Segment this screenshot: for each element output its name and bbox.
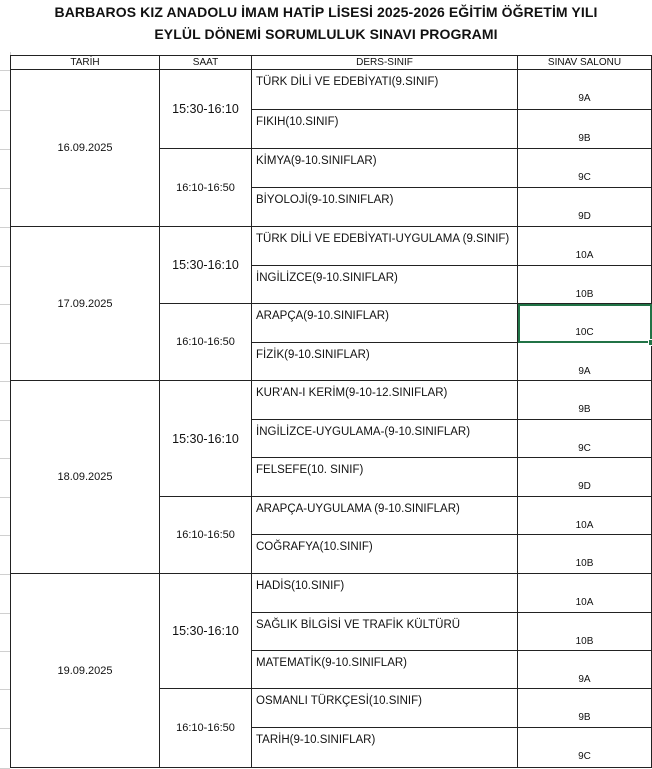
exam-room-cell[interactable]: 9B — [518, 689, 652, 728]
exam-room-cell[interactable]: 10B — [518, 266, 652, 304]
row-gridline — [0, 420, 10, 421]
exam-room-cell[interactable]: 10C — [518, 304, 652, 343]
exam-subject-cell[interactable]: FELSEFE(10. SINIF) — [252, 458, 518, 497]
row-gridline — [0, 613, 10, 614]
exam-subject-cell[interactable]: COĞRAFYA(10.SINIF) — [252, 535, 518, 574]
exam-room-cell[interactable]: 9B — [518, 110, 652, 149]
exam-time-cell[interactable]: 16:10-16:50 — [160, 497, 252, 574]
document-subtitle: EYLÜL DÖNEMİ SORUMLULUK SINAVI PROGRAMI — [154, 26, 498, 42]
row-gridline — [0, 535, 10, 536]
exam-subject-cell[interactable]: İNGİLİZCE-UYGULAMA-(9-10.SINIFLAR) — [252, 420, 518, 458]
header-subject: DERS-SINIF — [252, 55, 518, 70]
exam-time-cell[interactable]: 15:30-16:10 — [160, 574, 252, 689]
exam-time-cell[interactable]: 15:30-16:10 — [160, 70, 252, 149]
exam-date-cell[interactable]: 16.09.2025 — [10, 70, 160, 227]
exam-room-cell[interactable]: 9C — [518, 728, 652, 768]
row-gridline — [0, 574, 10, 575]
row-gridline — [0, 149, 10, 150]
exam-subject-cell[interactable]: HADİS(10.SINIF) — [252, 574, 518, 613]
exam-subject-cell[interactable]: İNGİLİZCE(9-10.SINIFLAR) — [252, 266, 518, 304]
exam-subject-cell[interactable]: TÜRK DİLİ VE EDEBİYATI(9.SINIF) — [252, 70, 518, 110]
exam-room-cell[interactable]: 9A — [518, 651, 652, 689]
header-time: SAAT — [160, 55, 252, 70]
exam-room-cell[interactable]: 10A — [518, 227, 652, 266]
exam-room-cell[interactable]: 10A — [518, 574, 652, 613]
exam-room-cell[interactable]: 9A — [518, 70, 652, 110]
exam-subject-cell[interactable]: TARİH(9-10.SINIFLAR) — [252, 728, 518, 768]
row-gridline — [0, 381, 10, 382]
exam-subject-cell[interactable]: TÜRK DİLİ VE EDEBİYATI-UYGULAMA (9.SINIF) — [252, 227, 518, 266]
document-title: BARBAROS KIZ ANADOLU İMAM HATİP LİSESİ 2025-2026 EĞİTİM ÖĞRETİM YILI — [54, 4, 598, 20]
exam-date-cell[interactable]: 17.09.2025 — [10, 227, 160, 381]
exam-room-cell[interactable]: 10A — [518, 497, 652, 535]
row-gridline — [0, 728, 10, 729]
exam-time-cell[interactable]: 16:10-16:50 — [160, 304, 252, 381]
exam-room-cell[interactable]: 9C — [518, 420, 652, 458]
exam-date-cell[interactable]: 18.09.2025 — [10, 381, 160, 574]
exam-room-cell[interactable]: 9C — [518, 149, 652, 188]
exam-date-cell[interactable]: 19.09.2025 — [10, 574, 160, 768]
exam-subject-cell[interactable]: SAĞLIK BİLGİSİ VE TRAFİK KÜLTÜRÜ — [252, 613, 518, 651]
exam-subject-cell[interactable]: FİZİK(9-10.SINIFLAR) — [252, 343, 518, 381]
row-gridline — [0, 227, 10, 228]
exam-subject-cell[interactable]: FIKIH(10.SINIF) — [252, 110, 518, 149]
exam-subject-cell[interactable]: OSMANLI TÜRKÇESİ(10.SINIF) — [252, 689, 518, 728]
exam-subject-cell[interactable]: ARAPÇA-UYGULAMA (9-10.SINIFLAR) — [252, 497, 518, 535]
exam-room-cell[interactable]: 9D — [518, 458, 652, 497]
row-gridline — [0, 266, 10, 267]
exam-time-cell[interactable]: 15:30-16:10 — [160, 381, 252, 497]
exam-subject-cell[interactable]: MATEMATİK(9-10.SINIFLAR) — [252, 651, 518, 689]
row-gridline — [0, 110, 10, 111]
header-room: SINAV SALONU — [518, 55, 652, 70]
exam-room-cell[interactable]: 9B — [518, 381, 652, 420]
exam-room-cell[interactable]: 10B — [518, 535, 652, 574]
exam-subject-cell[interactable]: KİMYA(9-10.SINIFLAR) — [252, 149, 518, 188]
exam-room-cell[interactable]: 10B — [518, 613, 652, 651]
header-date: TARİH — [10, 55, 160, 70]
row-gridline — [0, 343, 10, 344]
exam-time-cell[interactable]: 16:10-16:50 — [160, 149, 252, 227]
row-gridline — [0, 689, 10, 690]
row-gridline — [0, 70, 10, 71]
row-gridline — [0, 497, 10, 498]
exam-time-cell[interactable]: 15:30-16:10 — [160, 227, 252, 304]
exam-subject-cell[interactable]: ARAPÇA(9-10.SINIFLAR) — [252, 304, 518, 343]
exam-room-cell[interactable]: 9A — [518, 343, 652, 381]
exam-time-cell[interactable]: 16:10-16:50 — [160, 689, 252, 768]
row-gridline — [0, 188, 10, 189]
fill-handle[interactable] — [648, 339, 652, 346]
exam-subject-cell[interactable]: KUR'AN-I KERİM(9-10-12.SINIFLAR) — [252, 381, 518, 420]
row-gridline — [0, 651, 10, 652]
row-gridline — [0, 458, 10, 459]
row-gridline — [0, 304, 10, 305]
exam-room-cell[interactable]: 9D — [518, 188, 652, 227]
exam-subject-cell[interactable]: BİYOLOJİ(9-10.SINIFLAR) — [252, 188, 518, 227]
